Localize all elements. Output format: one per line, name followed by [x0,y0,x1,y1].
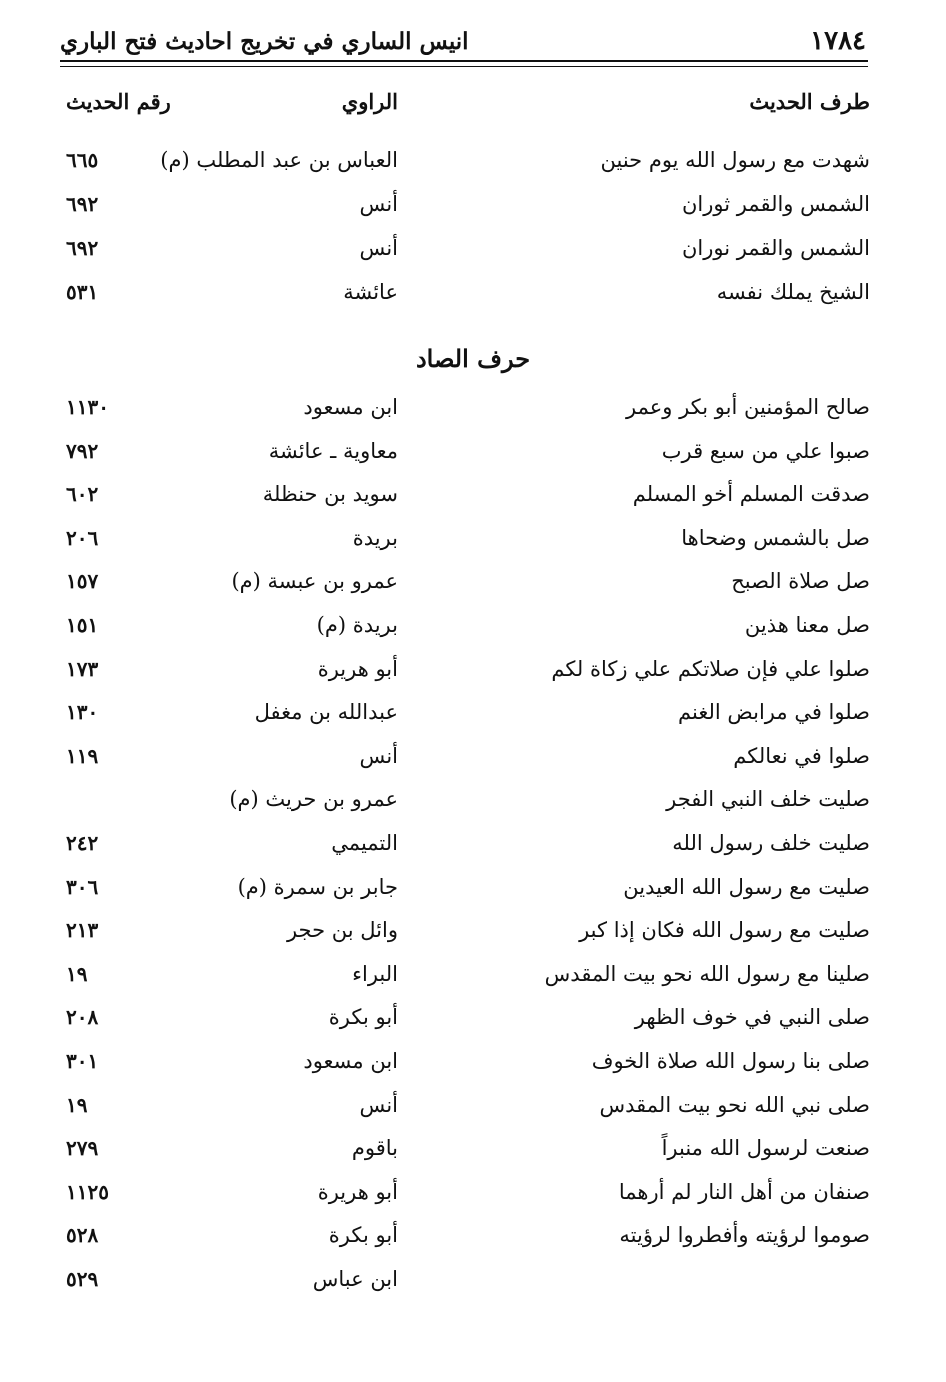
narrator: أنس [359,192,398,216]
narrator: باقوم [351,1136,398,1161]
table-row [0,561,946,601]
hadith-number: ٢٧٩ [66,1136,99,1161]
hadith-phrase: الشيخ يملك نفسه [716,280,870,304]
narrator: أبو هريرة [317,656,398,681]
hadith-phrase: صوموا لرؤيته وأفطروا لرؤيته [619,1223,870,1248]
header-rule-thin [60,66,868,67]
column-header-phrase: طرف الحديث [749,89,870,114]
hadith-phrase: صلوا في نعالكم [733,743,870,768]
hadith-number: ٦٩٢ [66,192,99,216]
hadith-number: ٣٠٦ [66,874,99,899]
hadith-number: ٦٩٢ [66,236,99,260]
hadith-phrase: صالح المؤمنين أبو بكر وعمر [626,395,870,419]
table-row [0,736,946,776]
table-row [0,692,946,732]
table-row [0,272,946,312]
hadith-phrase: صلى نبي الله نحو بيت المقدس [599,1092,870,1117]
hadith-number: ٥٣١ [66,280,99,304]
table-row [0,387,946,427]
narrator: معاوية ـ عائشة [268,438,398,463]
narrator: وائل بن حجر [286,918,398,943]
hadith-phrase: صليت خلف رسول الله [672,831,870,855]
hadith-phrase: صليت مع رسول الله فكان إذا كبر [579,918,870,943]
hadith-phrase: صلى بنا رسول الله صلاة الخوف [591,1049,870,1073]
hadith-phrase: صليت خلف النبي الفجر [666,787,870,812]
section-heading: حرف الصاد [415,344,531,373]
running-head [30,26,866,62]
hadith-phrase: صبوا علي من سبع قرب [661,438,870,463]
narrator: ابن مسعود [303,1049,398,1073]
hadith-number: ١٩ [66,1092,88,1117]
header-rule [60,60,868,62]
narrator: التميمي [331,831,398,855]
table-row [0,431,946,471]
narrator: عائشة [343,280,398,304]
hadith-phrase: صليت مع رسول الله العيدين [623,874,870,899]
narrator: جابر بن سمرة (م) [237,874,398,899]
table-row [0,228,946,268]
narrator: بريدة [352,525,398,550]
table-row [0,910,946,950]
page-number: ١٧٨٤ [810,26,866,56]
hadith-phrase: صلى النبي في خوف الظهر [634,1005,870,1030]
table-row [0,184,946,224]
narrator: أبو هريرة [317,1179,398,1204]
column-header-narrator: الراوي [341,89,398,114]
hadith-phrase: صلوا في مرابض الغنم [678,700,870,725]
narrator: البراء [352,961,398,986]
table-row [0,1215,946,1255]
hadith-number: ٧٩٢ [66,438,99,463]
narrator: ابن مسعود [303,395,398,419]
table-row [0,867,946,907]
table-row [0,1172,946,1212]
column-header-number: رقم الحديث [66,89,171,114]
hadith-number: ١٥٧ [66,569,99,594]
hadith-phrase: صنعت لرسول الله منبراً [661,1136,870,1161]
hadith-phrase: الشمس والقمر نوران [681,236,870,260]
narrator: أنس [359,1092,398,1117]
table-row [0,1128,946,1168]
table-row [0,1041,946,1081]
hadith-number: ١١٩ [66,743,99,768]
hadith-number: ٢٠٦ [66,525,99,550]
table-row [0,474,946,514]
hadith-number: ٦٠٢ [66,482,99,507]
hadith-number: ١١٢٥ [66,1179,109,1204]
hadith-phrase: صلينا مع رسول الله نحو بيت المقدس [544,961,870,986]
table-row [0,649,946,689]
table-row [0,1259,946,1299]
hadith-phrase: صل صلاة الصبح [731,569,870,594]
narrator: أنس [359,236,398,260]
narrator: أبو بكرة [328,1005,398,1030]
narrator: سويد بن حنظلة [262,482,398,507]
hadith-number: ١٩ [66,961,88,986]
table-row [0,605,946,645]
narrator: عمرو بن عبسة (م) [231,569,398,594]
hadith-phrase: شهدت مع رسول الله يوم حنين [600,148,870,172]
hadith-phrase: الشمس والقمر ثوران [681,192,870,216]
narrator: عمرو بن حريث (م) [229,787,398,812]
table-row [0,954,946,994]
hadith-number: ٢٤٢ [66,831,99,855]
hadith-phrase: صدقت المسلم أخو المسلم [632,482,870,507]
hadith-number: ٥٢٩ [66,1267,99,1291]
table-row [0,779,946,819]
hadith-number: ٦٦٥ [66,148,99,172]
narrator: بريدة (م) [316,613,398,637]
table-row [0,997,946,1037]
hadith-number: ١١٣٠ [66,395,109,419]
hadith-number: ١٥١ [66,613,99,637]
table-row [0,823,946,863]
table-row [0,518,946,558]
hadith-phrase: صنفان من أهل النار لم أرهما [618,1179,870,1204]
table-row [0,140,946,180]
hadith-number: ٣٠١ [66,1049,99,1073]
hadith-number: ٥٢٨ [66,1223,99,1248]
narrator: أبو بكرة [328,1223,398,1248]
hadith-number: ٢١٣ [66,918,99,943]
narrator: عبدالله بن مغفل [254,700,398,725]
column-header-row [0,82,946,122]
hadith-number: ١٣٠ [66,700,99,725]
hadith-phrase: صل بالشمس وضحاها [681,525,870,550]
hadith-number: ٢٠٨ [66,1005,99,1030]
hadith-phrase: صلوا علي فإن صلاتكم علي زكاة لكم [551,656,870,681]
narrator: أنس [359,743,398,768]
hadith-number: ١٧٣ [66,656,99,681]
hadith-phrase: صل معنا هذين [744,613,870,637]
narrator: العباس بن عبد المطلب (م) [160,148,398,172]
narrator: ابن عباس [312,1267,398,1291]
table-row [0,1085,946,1125]
book-title: انيس الساري في تخريج احاديث فتح الباري [60,28,469,55]
